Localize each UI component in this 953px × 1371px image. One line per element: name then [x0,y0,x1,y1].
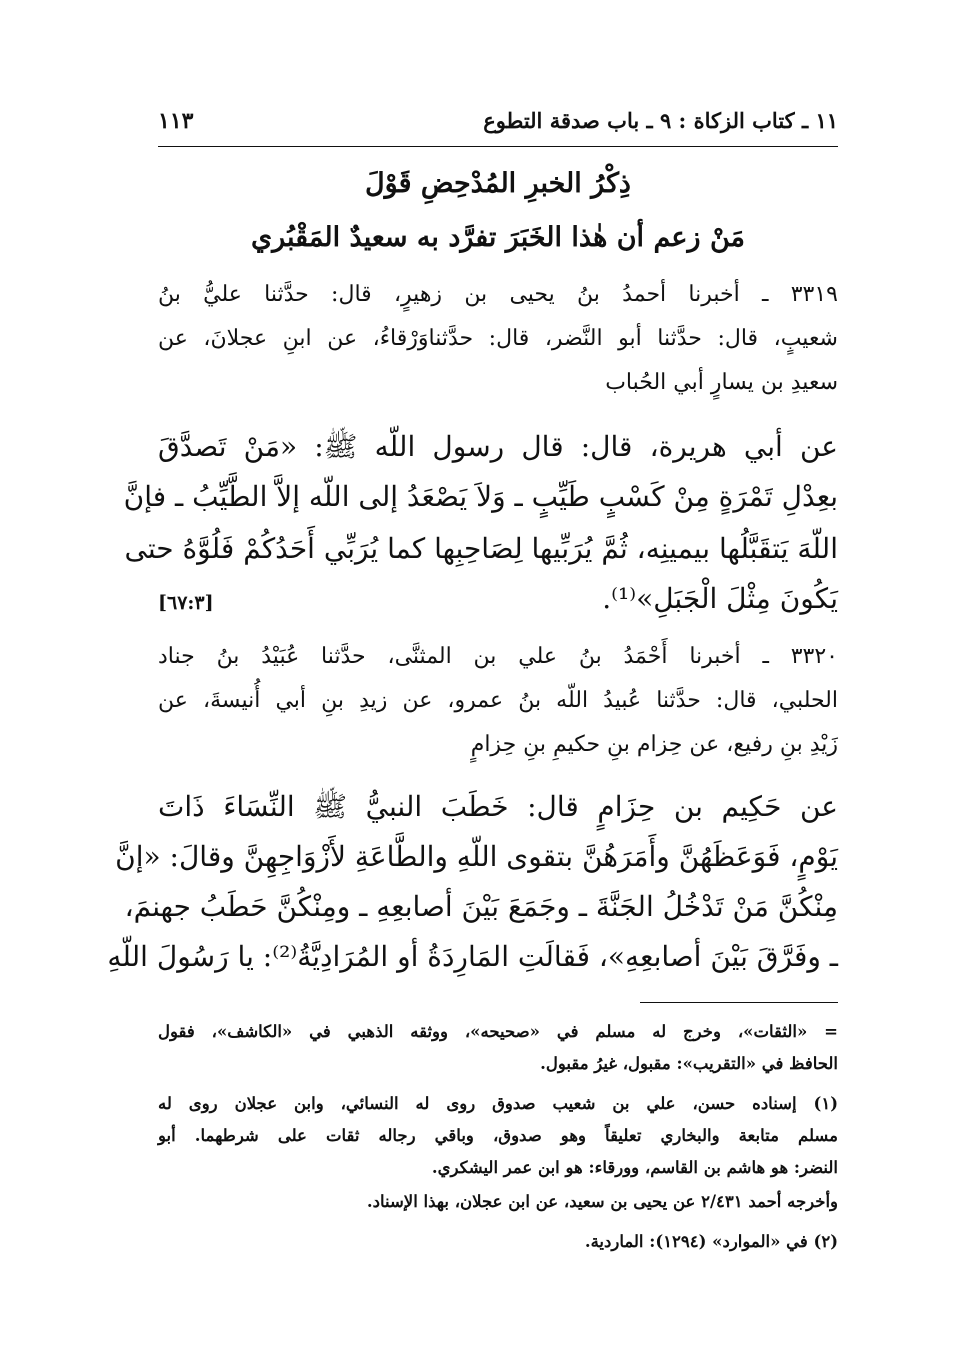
matn-line: بعِدْلِ تَمْرَةٍ مِنْ كَسْبٍ طَيِّبٍ ـ وَلاَ يَصْعَدُ إلى اللّه إلاَّ الطَّيِّبُ ـ فإنَّ [123,480,838,513]
isnad-line: سعيدِ بن يسارٍ أبي الحُباب [605,370,838,395]
footnote-line: (٢) في «الموارد» (١٢٩٤): الماردية. [584,1232,838,1251]
running-title: ١١ ـ كتاب الزكاة : ٩ ـ باب صدقة التطوع [483,108,838,133]
footnote-line: وأخرجه أحمد ٢/٤٣١ عن يحيى بن سعيد، عن ابن عجلان، بهذا الإسناد. [366,1192,838,1211]
footnote-line: مسلم متابعة والبخاري تعليقاً وهو صدوق، وباقي رجاله ثقات على شرطهما. أبو [158,1126,838,1145]
isnad-line: شعيبٍ، قال: حدَّثنا أبو النَّضر، قال: حدَّثناوَرْقاءُ، عن ابنِ عجلانَ، عن [158,326,838,351]
isnad-line: ٣٣١٩ ـ أخبرنا أحمدُ بنُ يحيى بن زهيرٍ، قال: حدَّثنا عليُّ بنُ [158,282,838,307]
footnote-rule [640,1002,838,1003]
isnad-line: الحلبي، قال: حدَّثنا عُبيدُ اللّه بنُ عمرو، عن زيدِ بنِ أبي أُنيسةَ، عن [158,688,838,713]
running-header [158,104,838,144]
footnote-line: النضر: هو هاشم بن القاسم، وورقاء: هو ابن عمر اليشكري. [431,1158,838,1177]
chapter-heading-line-2: مَنْ زعم أن هٰذا الخَبَرَ تفرَّد به سعيدٌ المَقْبُري [250,222,745,253]
hadith-reference: [٦٧:٣] [158,592,214,614]
matn-line: عن أبي هريرة، قال: قال رسول اللّه ﷺ: «مَنْ تَصدَّقَ [158,430,838,463]
matn-line: عن حَكِيم بن حِزَامٍ قال: خَطَبَ النبيُّ ﷺ النِّسَاءَ ذَاتَ [158,790,838,823]
footnote-line: الحافظ في «التقريب»: مقبول، غيرُ مقبول. [540,1054,838,1073]
header-rule [158,146,838,147]
isnad-line: زَيْدِ بنِ رفيع، عن حِزام بنِ حكيمِ بنِ حِزامٍ [470,732,838,757]
footnote-line: = «الثقات»، وخرج له مسلم في «صحيحه»، ووثقه الذهبي في «الكاشف»، فقول [158,1022,838,1041]
matn-line: اللّهَ يَتقَبَّلُها بيمينِه، ثُمَّ يُرَبِّيها لِصَاحِبِها كما يُرَبِّي أَحَدُكُمْ فَلُوَّهُ حتى [124,532,838,565]
matn-line: مِنْكُنَّ مَنْ تَدْخُلُ الجَنَّةَ ـ وجَمَعَ بَيْنَ أصابعِهِ ـ ومِنْكُنَّ حَطَبُ جهنمَ، [124,890,838,923]
matn-line: ـ وفَرَّقَ بَيْنَ أصابعِهِ»، فَقالَتِ المَارِدَةُ أو المُرَادِيَّةُ⁽²⁾: يا رَسُولَ اللّهِ [107,940,838,973]
matn-line: يَكُونَ مِثْلَ الْجَبَلِ»⁽¹⁾. [602,582,838,615]
matn-line: يَوْمٍ، فَوَعَظَهُنَّ وأَمَرَهُنَّ بتقوى اللّهِ والطَّاعَةِ لأَزْوَاجِهِنَّ وقالَ: «إنَّ [115,840,838,873]
chapter-heading-line-1: ذِكْرُ الخبرِ المُدْحِضِ قَوْلَ [365,168,631,199]
footnote-line: (١) إسناده حسن، علي بن شعيب صدوق روى له النسائي، وابن عجلان روى له [158,1094,838,1113]
page-number: ١١٣ [158,108,194,134]
isnad-line: ٣٣٢٠ ـ أخبرنا أَحْمَدُ بنُ علي بن المثنَّى، حدَّثنا عُبَيْدُ بنُ جناد [158,644,838,669]
